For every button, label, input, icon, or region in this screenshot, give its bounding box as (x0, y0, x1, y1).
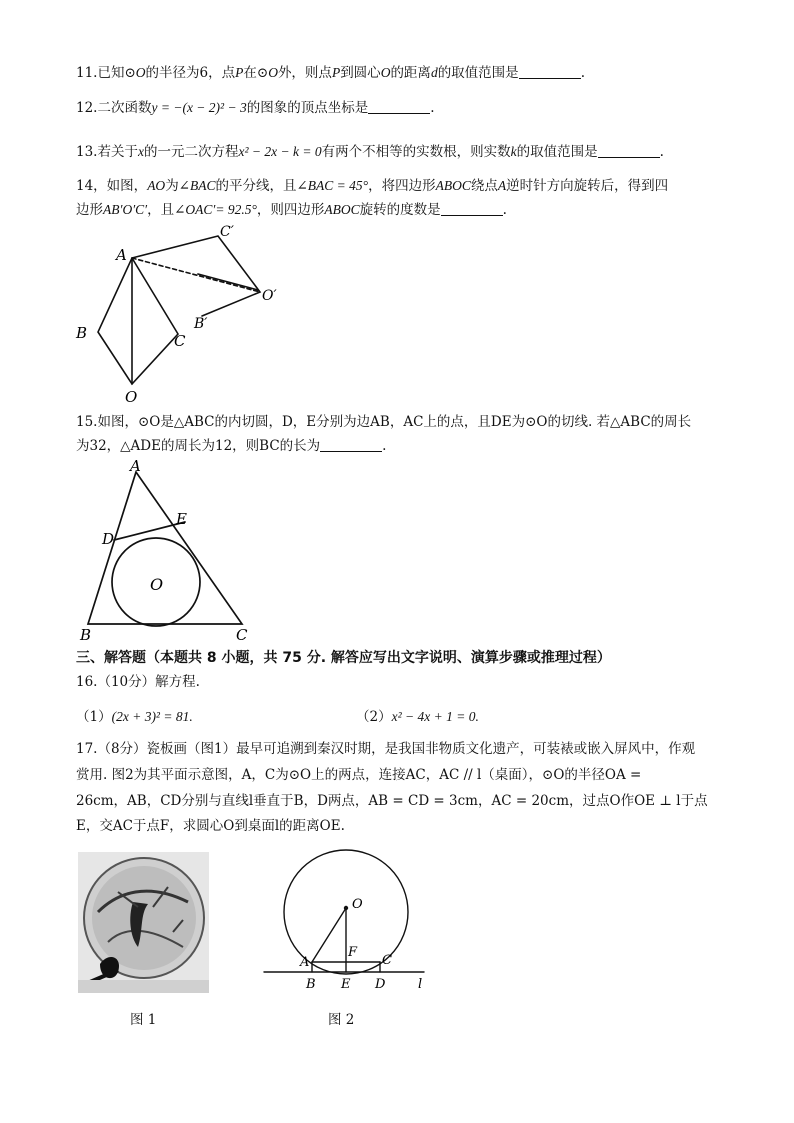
q13-text: 的一元二次方程 (143, 144, 239, 160)
quad-rotated-edges (132, 236, 260, 316)
q11-var: O (380, 65, 391, 80)
q11-text: . (580, 65, 585, 81)
answer-blank (441, 201, 503, 216)
question-14-line1 (76, 176, 668, 196)
q14-text: 为∠ (165, 178, 190, 194)
label-E: E (176, 510, 187, 528)
q15-text: . (382, 438, 387, 454)
label-D: D (375, 977, 386, 992)
label-A: A (116, 246, 127, 264)
figure-2-diagram (258, 846, 430, 994)
q11-text: 在⊙ (243, 65, 269, 81)
answer-blank (519, 64, 581, 79)
label-A: A (300, 955, 310, 970)
question-16-title: 16.（10分）解方程. (76, 674, 200, 690)
q14-var: ABOC (324, 202, 360, 217)
q14-var: BAC (190, 178, 216, 193)
answer-blank (368, 99, 430, 114)
segment-ao-prime (132, 258, 260, 292)
answer-blank (320, 437, 382, 452)
q13-text: 的取值范围是 (516, 144, 598, 160)
q11-text: 11.已知⊙ (76, 65, 136, 81)
q14-formula: ∠BAC = 45° (296, 178, 369, 193)
question-17-line1: 17.（8分）瓷板画（图1）最早可追溯到秦汉时期，是我国非物质文化遗产，可装裱或嵌入屏风中，作观 (76, 741, 696, 757)
q11-var: O (268, 65, 278, 80)
label-D: D (102, 530, 115, 548)
question-11 (76, 63, 585, 83)
label-C: C (174, 332, 186, 350)
label-C: C (236, 626, 248, 644)
figure-1-caption: 图 1 (130, 1012, 157, 1028)
question-16-part2 (356, 707, 479, 727)
q11-text: 的取值范围是 (437, 65, 519, 81)
label-E: E (341, 977, 351, 992)
label-C: C (382, 953, 392, 968)
question-15-line1: 15.如图，⊙O是△ABC的内切圆，D，E分别为边AB，AC上的点，且DE为⊙O的切线. 若△ABC的周长 (76, 414, 692, 430)
q14-text: 边形 (76, 202, 103, 218)
label-Op: O′ (262, 288, 277, 304)
triangle-abc (88, 472, 242, 624)
q15-text: 为32，△ADE的周长为12，则BC的长为 (76, 438, 321, 454)
figure-q15 (70, 456, 270, 644)
segment-oa (312, 908, 346, 962)
q14-text: ，且 (147, 202, 175, 218)
q13-text: 13.若关于 (76, 144, 138, 160)
question-17-line3: 26cm，AB，CD分别与直线l垂直于B，D两点，AB = CD = 3cm，AC = 20cm，过点O作OE ⊥ l于点 (76, 793, 708, 809)
label-B: B (80, 626, 92, 644)
q13-formula: x² − 2x − k = 0 (238, 144, 322, 159)
figure-q14 (70, 222, 290, 407)
q16-equation-2: x² − 4x + 1 = 0. (391, 709, 479, 724)
q16-part-label: （1） (76, 709, 112, 725)
q12-text: 的图象的顶点坐标是 (246, 100, 369, 116)
q13-text: 有两个不相等的实数根，则实数 (321, 144, 511, 160)
q14-text: 逆时针方向旋转后，得到四 (506, 178, 669, 194)
label-B: B (76, 324, 88, 342)
label-O: O (352, 897, 363, 912)
q14-text: . (502, 202, 507, 218)
q16-equation-1: (2x + 3)² = 81. (111, 709, 193, 724)
porcelain-painting-image (78, 852, 209, 993)
center-point (344, 906, 348, 910)
q11-var: P (235, 65, 244, 80)
question-15-line2 (76, 436, 386, 456)
answer-blank (598, 143, 660, 158)
question-17-line2: 赏用. 图2为其平面示意图，A，C为⊙O上的两点，连接AC，AC // l（桌面），⊙O的半径OA = (76, 767, 642, 783)
q12-formula: y = −(x − 2)² − 3 (151, 100, 247, 115)
label-O: O (150, 575, 164, 594)
figure-2-caption: 图 2 (328, 1012, 355, 1028)
label-O: O (125, 388, 138, 406)
label-Cp: C′ (220, 224, 234, 240)
q13-var: k (510, 144, 517, 159)
q13-var: x (137, 144, 144, 159)
q14-text: 14，如图， (76, 178, 148, 194)
q11-text: 的半径为6，点 (145, 65, 236, 81)
q12-text: 12.二次函数 (76, 100, 152, 116)
label-F: F (348, 945, 358, 960)
question-14-line2 (76, 200, 507, 220)
label-l: l (418, 977, 423, 992)
q14-text: 绕点 (470, 178, 498, 194)
q14-text: 的平分线，且 (215, 178, 297, 194)
q14-text: ，将四边形 (368, 178, 436, 194)
q11-var: d (430, 65, 438, 80)
q14-text: 旋转的度数是 (359, 202, 441, 218)
q14-var: AO (147, 178, 166, 193)
question-16-part1 (76, 707, 193, 727)
question-17-line4: E，交AC于点F，求圆心O到桌面l的距离OE. (76, 818, 345, 834)
q14-var: ABOC (435, 178, 471, 193)
q16-part-label: （2） (356, 709, 392, 725)
q12-text: . (430, 100, 435, 116)
q13-text: . (659, 144, 664, 160)
question-12 (76, 98, 435, 118)
q11-var: P (331, 65, 341, 80)
section-heading: 三、解答题（本题共 8 小题，共 75 分. 解答应写出文字说明、演算步骤或推理过程） (76, 650, 611, 666)
q11-var: O (135, 65, 146, 80)
label-Bp: B′ (194, 316, 208, 332)
q11-text: 外，则点 (277, 65, 332, 81)
tangent-de (114, 522, 185, 540)
q14-var: AB′O′C′ (103, 202, 148, 217)
q11-text: 的距离 (390, 65, 431, 81)
label-A: A (130, 457, 141, 475)
question-13 (76, 142, 664, 162)
q14-text: ，则四边形 (256, 202, 325, 218)
q14-formula: ∠OAC′= 92.5° (174, 202, 257, 217)
label-B: B (306, 977, 316, 992)
q14-var: A (497, 178, 507, 193)
quad-abo-edges (98, 258, 178, 384)
q11-text: 到圆心 (340, 65, 381, 81)
